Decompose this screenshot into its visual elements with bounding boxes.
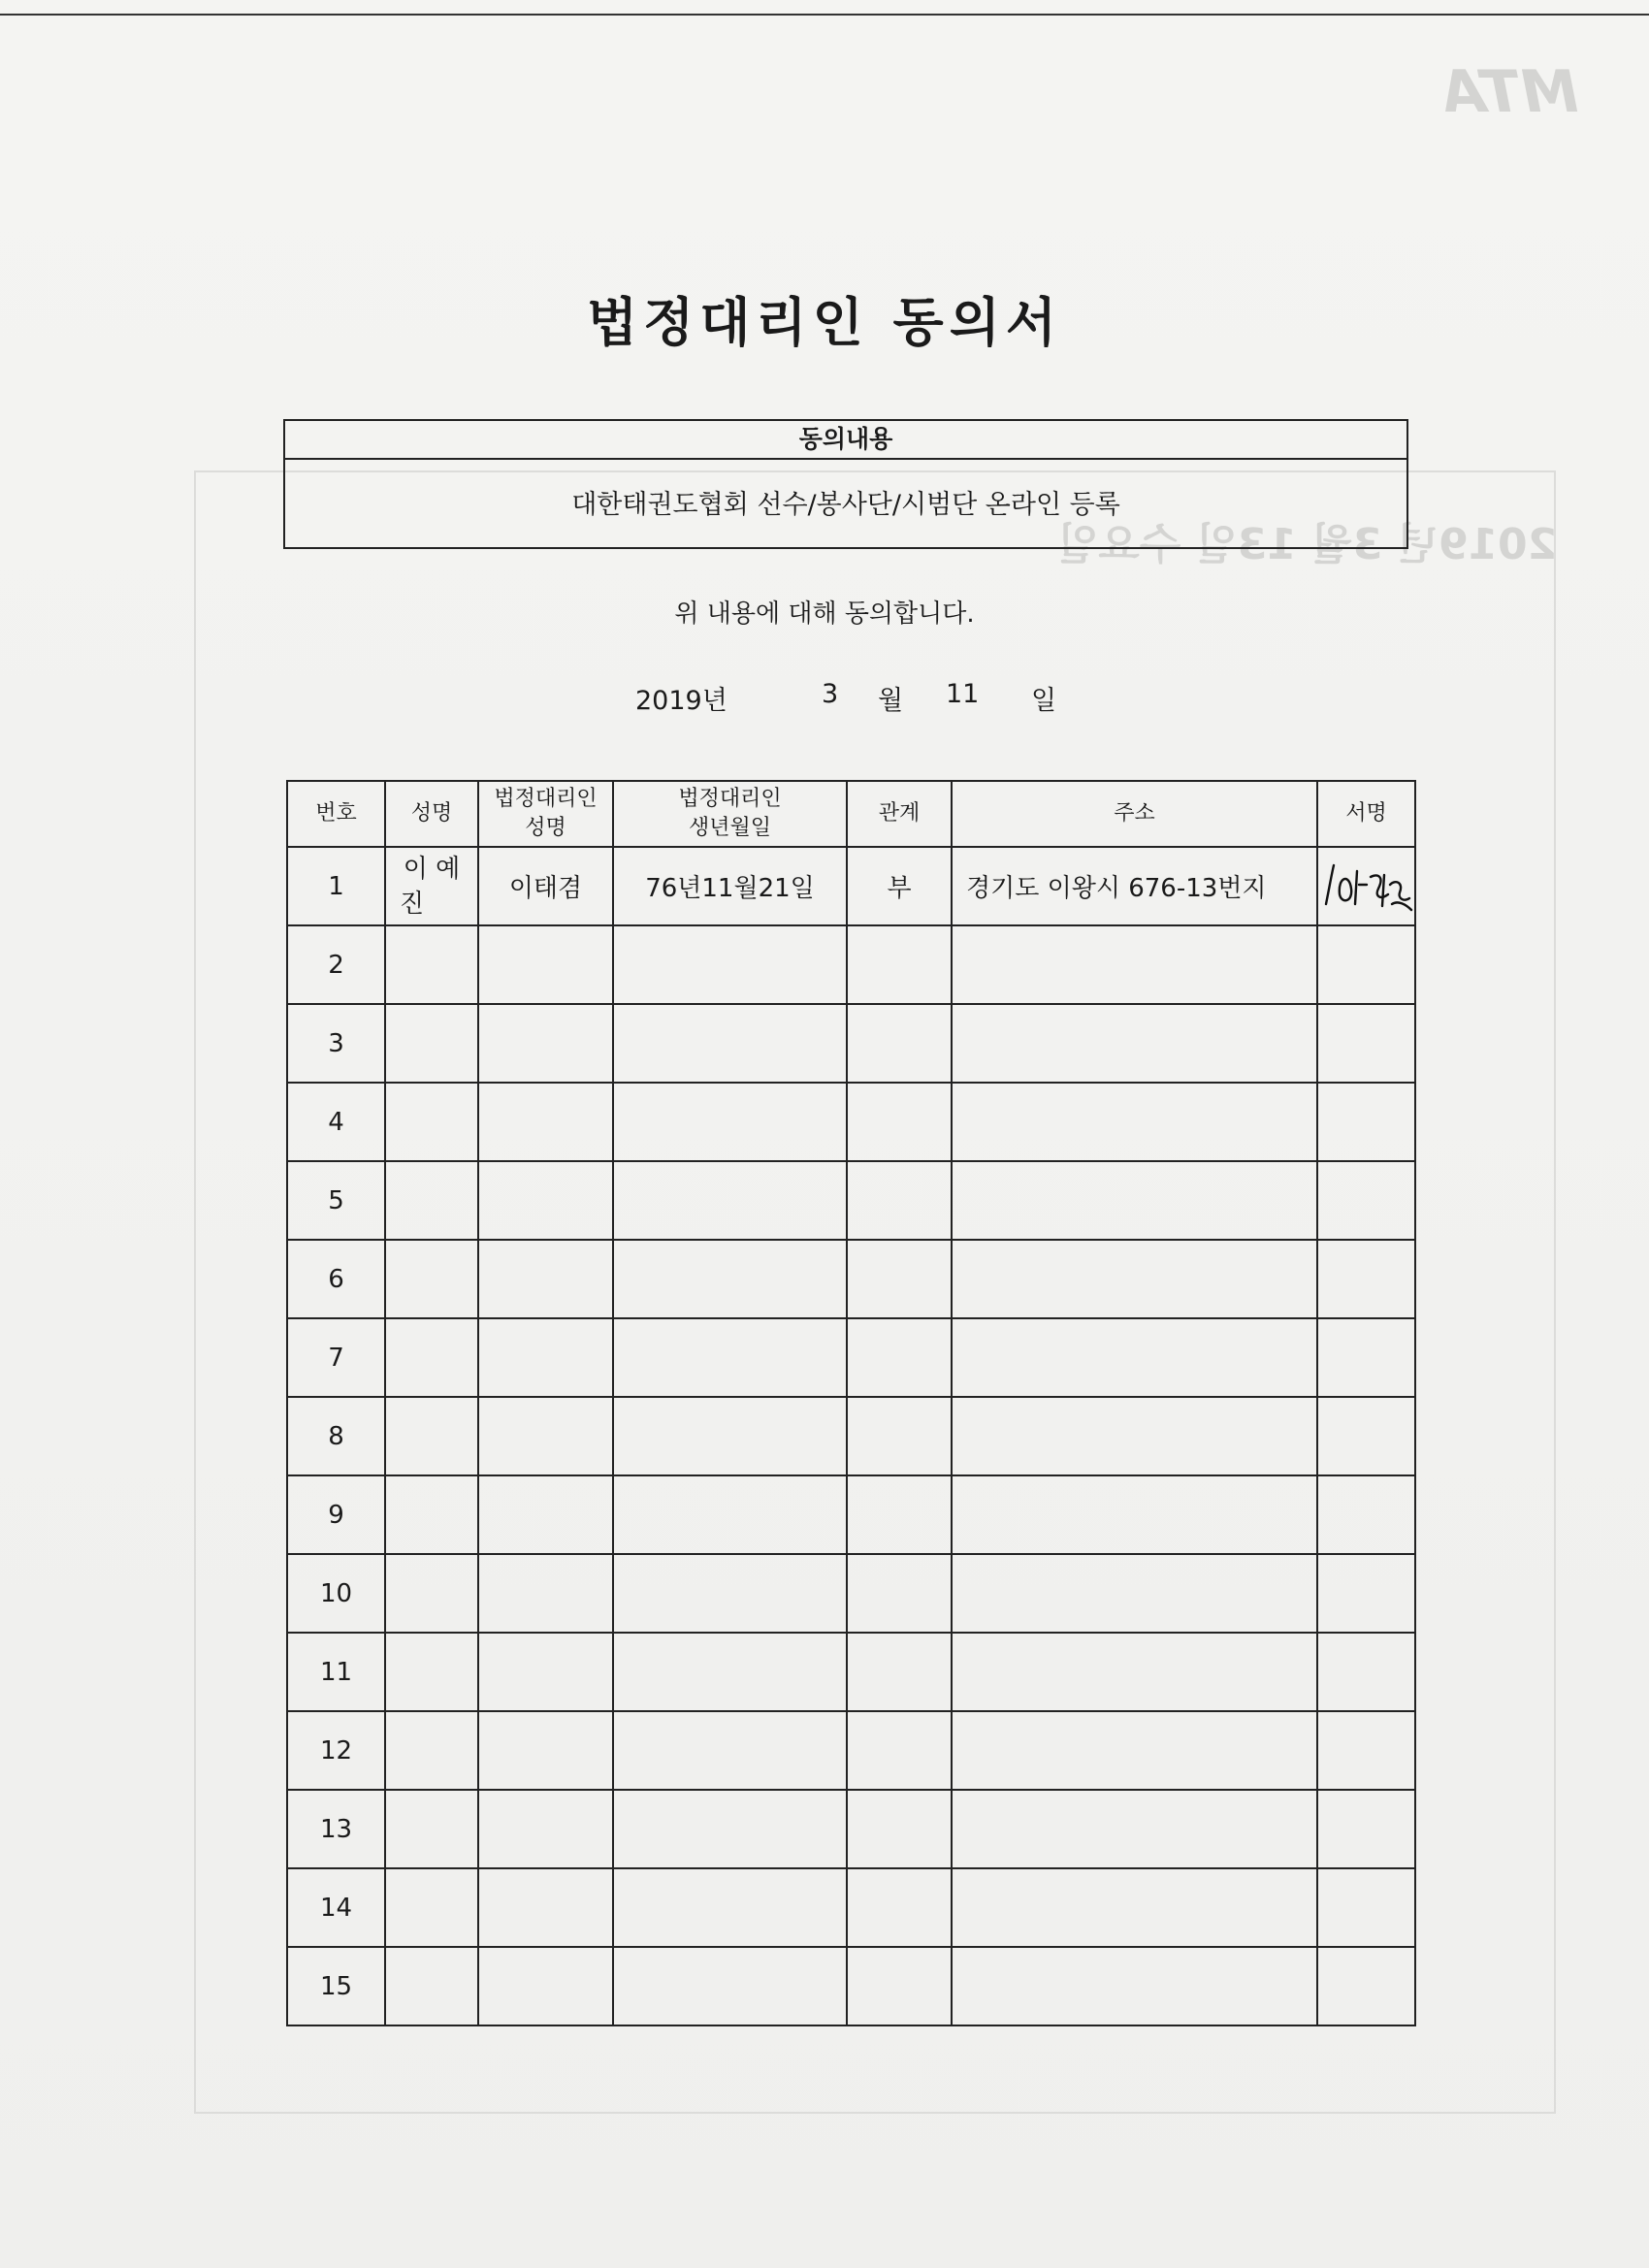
header-no: 번호	[287, 781, 385, 847]
row-address	[952, 1083, 1317, 1161]
row-name	[385, 1947, 478, 2025]
table-row	[287, 1083, 1415, 1161]
row-no: 12	[287, 1711, 385, 1790]
row-relation	[847, 1947, 952, 2025]
row-guardian-name	[478, 1240, 613, 1318]
row-name	[385, 1397, 478, 1475]
row-no: 3	[287, 1004, 385, 1083]
row-relation	[847, 1790, 952, 1868]
row-relation	[847, 1240, 952, 1318]
row-address	[952, 1475, 1317, 1554]
row-guardian-birth	[613, 1004, 847, 1083]
row-no: 10	[287, 1554, 385, 1633]
row-signature	[1317, 1554, 1415, 1633]
row-signature	[1317, 1711, 1415, 1790]
agree-statement: 위 내용에 대해 동의합니다.	[674, 599, 975, 629]
row-signature	[1317, 1240, 1415, 1318]
row-name	[385, 925, 478, 1004]
row-guardian-name	[478, 1083, 613, 1161]
row-name	[385, 1083, 478, 1161]
header-name: 성명	[385, 781, 478, 847]
row-no: 4	[287, 1083, 385, 1161]
row-relation	[847, 1868, 952, 1947]
row-signature	[1317, 1868, 1415, 1947]
row-no: 6	[287, 1240, 385, 1318]
row-name: 이 예 진	[385, 847, 478, 925]
row-guardian-name	[478, 925, 613, 1004]
table-row	[287, 1868, 1415, 1947]
row-signature	[1317, 1475, 1415, 1554]
consent-header: 동의내용	[285, 421, 1406, 460]
row-signature	[1317, 1083, 1415, 1161]
table-row	[287, 1318, 1415, 1397]
row-address	[952, 1318, 1317, 1397]
row-no: 7	[287, 1318, 385, 1397]
row-guardian-name	[478, 1554, 613, 1633]
row-address	[952, 1161, 1317, 1240]
row-no: 2	[287, 925, 385, 1004]
row-guardian-birth	[613, 925, 847, 1004]
row-no: 8	[287, 1397, 385, 1475]
row-no: 11	[287, 1633, 385, 1711]
table-row	[287, 1790, 1415, 1868]
consent-content: 대한태권도협회 선수/봉사단/시범단 온라인 등록	[571, 490, 1120, 520]
table-row	[287, 1711, 1415, 1790]
row-guardian-birth	[613, 1240, 847, 1318]
row-guardian-birth	[613, 1711, 847, 1790]
row-guardian-name	[478, 1397, 613, 1475]
row-name	[385, 1004, 478, 1083]
header-guardian-name: 법정대리인 성명	[478, 781, 613, 847]
row-guardian-birth	[613, 1633, 847, 1711]
guardian-table	[286, 780, 1416, 2026]
row-guardian-birth	[613, 1318, 847, 1397]
row-relation	[847, 1004, 952, 1083]
row-name	[385, 1633, 478, 1711]
row-guardian-name	[478, 1475, 613, 1554]
row-name	[385, 1790, 478, 1868]
date-day-unit: 일	[1031, 686, 1057, 716]
table-row	[287, 1397, 1415, 1475]
row-no: 13	[287, 1790, 385, 1868]
row-guardian-name	[478, 1633, 613, 1711]
row-address	[952, 1397, 1317, 1475]
row-relation	[847, 1711, 952, 1790]
date-year: 2019년	[635, 686, 728, 716]
scan-edge-line	[0, 14, 1649, 16]
row-name	[385, 1318, 478, 1397]
header-relation: 관계	[847, 781, 952, 847]
table-row	[287, 1633, 1415, 1711]
table-row	[287, 847, 1415, 925]
row-address	[952, 1554, 1317, 1633]
table-row	[287, 925, 1415, 1004]
row-address	[952, 1711, 1317, 1790]
table-row	[287, 1554, 1415, 1633]
row-signature	[1317, 1318, 1415, 1397]
row-guardian-name: 이태겸	[478, 847, 613, 925]
row-address	[952, 1868, 1317, 1947]
row-address	[952, 1633, 1317, 1711]
row-guardian-birth	[613, 1554, 847, 1633]
row-no: 1	[287, 847, 385, 925]
row-name	[385, 1711, 478, 1790]
header-guardian-birth: 법정대리인 생년월일	[613, 781, 847, 847]
table-row	[287, 1004, 1415, 1083]
row-name	[385, 1475, 478, 1554]
row-guardian-birth	[613, 1083, 847, 1161]
row-address	[952, 1790, 1317, 1868]
row-name	[385, 1240, 478, 1318]
row-address	[952, 925, 1317, 1004]
row-no: 14	[287, 1868, 385, 1947]
row-signature	[1317, 1633, 1415, 1711]
table-row	[287, 1947, 1415, 2025]
row-address: 경기도 이왕시 676-13번지	[952, 847, 1317, 925]
table-row	[287, 1475, 1415, 1554]
row-relation	[847, 1633, 952, 1711]
row-relation	[847, 925, 952, 1004]
row-no: 15	[287, 1947, 385, 2025]
row-guardian-birth	[613, 1868, 847, 1947]
handwritten-signature	[1320, 856, 1413, 918]
row-relation	[847, 1083, 952, 1161]
date-month-unit: 월	[878, 686, 904, 716]
row-name	[385, 1554, 478, 1633]
row-guardian-name	[478, 1868, 613, 1947]
row-relation	[847, 1318, 952, 1397]
row-relation	[847, 1475, 952, 1554]
row-signature	[1317, 847, 1415, 925]
row-name	[385, 1868, 478, 1947]
header-address: 주소	[952, 781, 1317, 847]
row-signature	[1317, 1790, 1415, 1868]
row-guardian-birth	[613, 1947, 847, 2025]
row-guardian-name	[478, 1004, 613, 1083]
row-guardian-birth	[613, 1397, 847, 1475]
row-guardian-name	[478, 1318, 613, 1397]
row-signature	[1317, 1947, 1415, 2025]
row-guardian-birth	[613, 1475, 847, 1554]
row-relation: 부	[847, 847, 952, 925]
table-header-row	[287, 781, 1415, 847]
row-signature	[1317, 925, 1415, 1004]
row-signature	[1317, 1161, 1415, 1240]
row-signature	[1317, 1397, 1415, 1475]
row-guardian-name	[478, 1947, 613, 2025]
row-address	[952, 1240, 1317, 1318]
header-signature: 서명	[1317, 781, 1415, 847]
row-signature	[1317, 1004, 1415, 1083]
row-relation	[847, 1554, 952, 1633]
show-through-heading: 2019년 3월 13일 수요일	[1057, 520, 1558, 569]
table-row	[287, 1161, 1415, 1240]
row-guardian-name	[478, 1161, 613, 1240]
row-guardian-birth	[613, 1161, 847, 1240]
table-row	[287, 1240, 1415, 1318]
document-title: 법정대리인 동의서	[586, 291, 1063, 353]
row-address	[952, 1004, 1317, 1083]
row-relation	[847, 1161, 952, 1240]
date-day: 11	[946, 679, 980, 709]
row-no: 9	[287, 1475, 385, 1554]
show-through-brand: MTA	[1440, 58, 1579, 126]
row-guardian-birth	[613, 1790, 847, 1868]
date-month: 3	[822, 679, 839, 709]
row-guardian-name	[478, 1711, 613, 1790]
row-guardian-birth: 76년11월21일	[613, 847, 847, 925]
consent-box	[283, 419, 1408, 549]
row-guardian-name	[478, 1790, 613, 1868]
row-no: 5	[287, 1161, 385, 1240]
row-address	[952, 1947, 1317, 2025]
row-name	[385, 1161, 478, 1240]
row-relation	[847, 1397, 952, 1475]
